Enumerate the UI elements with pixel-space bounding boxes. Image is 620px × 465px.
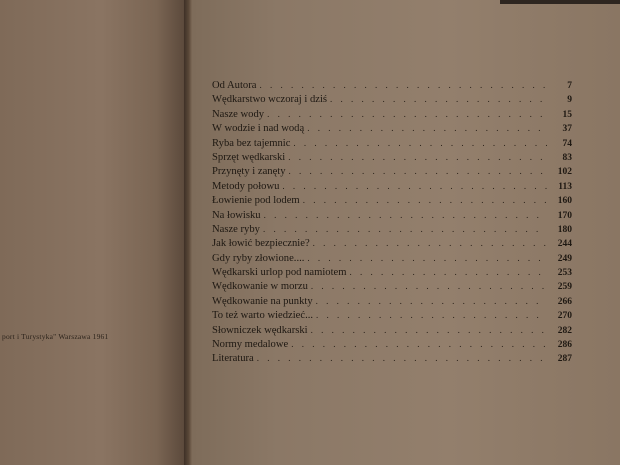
toc-title: Przynęty i zanęty (212, 166, 286, 178)
toc-leader-dots (282, 181, 547, 191)
left-page (0, 0, 184, 465)
toc-leader-dots (313, 238, 547, 248)
toc-title: Normy medalowe (212, 339, 289, 351)
toc-entry (212, 195, 572, 209)
toc-leader-dots (316, 310, 547, 320)
toc-entry (212, 166, 572, 180)
toc-leader-dots (307, 123, 547, 133)
toc-title: Wędkowanie w morzu (212, 281, 308, 293)
toc-page-number: 249 (557, 253, 572, 264)
toc-page-number: 15 (562, 109, 572, 120)
toc-title: Na łowisku (212, 209, 261, 221)
toc-page-number: 160 (557, 196, 572, 207)
toc-leader-dots (316, 296, 547, 306)
toc-leader-dots (264, 210, 547, 220)
toc-page-number: 266 (557, 296, 572, 307)
toc-page-number: 113 (558, 181, 572, 192)
toc-title: Nasze ryby (212, 223, 260, 235)
toc-page-number: 180 (557, 224, 572, 235)
table-of-contents (212, 80, 572, 368)
toc-leader-dots (330, 94, 547, 104)
toc-entry (212, 138, 572, 152)
toc-entry (212, 253, 572, 267)
toc-leader-dots (289, 166, 547, 176)
toc-entry (212, 224, 572, 238)
toc-title: Nasze wody (212, 108, 265, 120)
toc-title: Słowniczek wędkarski (212, 324, 308, 336)
book-gutter (184, 0, 192, 465)
toc-entry (212, 325, 572, 339)
toc-title: Gdy ryby złowione.... (212, 252, 305, 264)
toc-leader-dots (263, 224, 547, 234)
toc-page-number: 282 (557, 325, 572, 336)
toc-leader-dots (291, 339, 547, 349)
toc-page-number: 286 (557, 340, 572, 351)
toc-entry (212, 296, 572, 310)
toc-entry (212, 310, 572, 324)
toc-title: Od Autora (212, 80, 257, 91)
toc-entry (212, 109, 572, 123)
toc-leader-dots (349, 267, 547, 277)
toc-title: Literatura (212, 353, 254, 365)
toc-page-number: 244 (557, 239, 572, 250)
toc-leader-dots (311, 281, 547, 291)
toc-leader-dots (303, 195, 547, 205)
toc-entry (212, 152, 572, 166)
toc-leader-dots (293, 138, 547, 148)
toc-entry (212, 181, 572, 195)
toc-leader-dots (257, 353, 547, 363)
toc-title: Łowienie pod lodem (212, 195, 300, 207)
toc-page-number: 37 (562, 124, 572, 135)
toc-title: Wędkarski urlop pod namiotem (212, 267, 347, 279)
toc-title: Metody połowu (212, 180, 280, 192)
toc-title: Sprzęt wędkarski (212, 151, 286, 163)
toc-leader-dots (307, 253, 547, 263)
toc-title: Jak łowić bezpiecznie? (212, 238, 310, 250)
toc-page-number: 9 (567, 95, 572, 106)
toc-entry (212, 210, 572, 224)
toc-page-number: 7 (567, 81, 572, 91)
publisher-colophon: port i Turystyka" Warszawa 1961 (2, 332, 109, 341)
toc-page-number: 270 (557, 311, 572, 322)
toc-entry (212, 281, 572, 295)
toc-page-number: 170 (557, 210, 572, 221)
toc-page-number: 287 (557, 354, 572, 365)
top-edge-shadow (500, 0, 620, 4)
toc-leader-dots (288, 152, 547, 162)
toc-page-number: 259 (557, 282, 572, 293)
toc-entry (212, 339, 572, 353)
toc-entry (212, 353, 572, 367)
toc-title: To też warto wiedzieć... (212, 310, 314, 322)
toc-title: W wodzie i nad wodą (212, 123, 305, 135)
toc-title: Ryba bez tajemnic (212, 137, 291, 149)
toc-page-number: 253 (557, 268, 572, 279)
toc-leader-dots (311, 325, 547, 335)
toc-entry (212, 238, 572, 252)
toc-entry (212, 267, 572, 281)
toc-leader-dots (259, 80, 547, 90)
toc-page-number: 102 (557, 167, 572, 178)
toc-entry (212, 94, 572, 108)
toc-page-number: 74 (562, 138, 572, 149)
toc-leader-dots (267, 109, 547, 119)
toc-entry (212, 80, 572, 94)
toc-entry (212, 123, 572, 137)
toc-title: Wędkowanie na punkty (212, 295, 313, 307)
toc-page-number: 83 (562, 152, 572, 163)
toc-title: Wędkarstwo wczoraj i dziś (212, 94, 328, 106)
